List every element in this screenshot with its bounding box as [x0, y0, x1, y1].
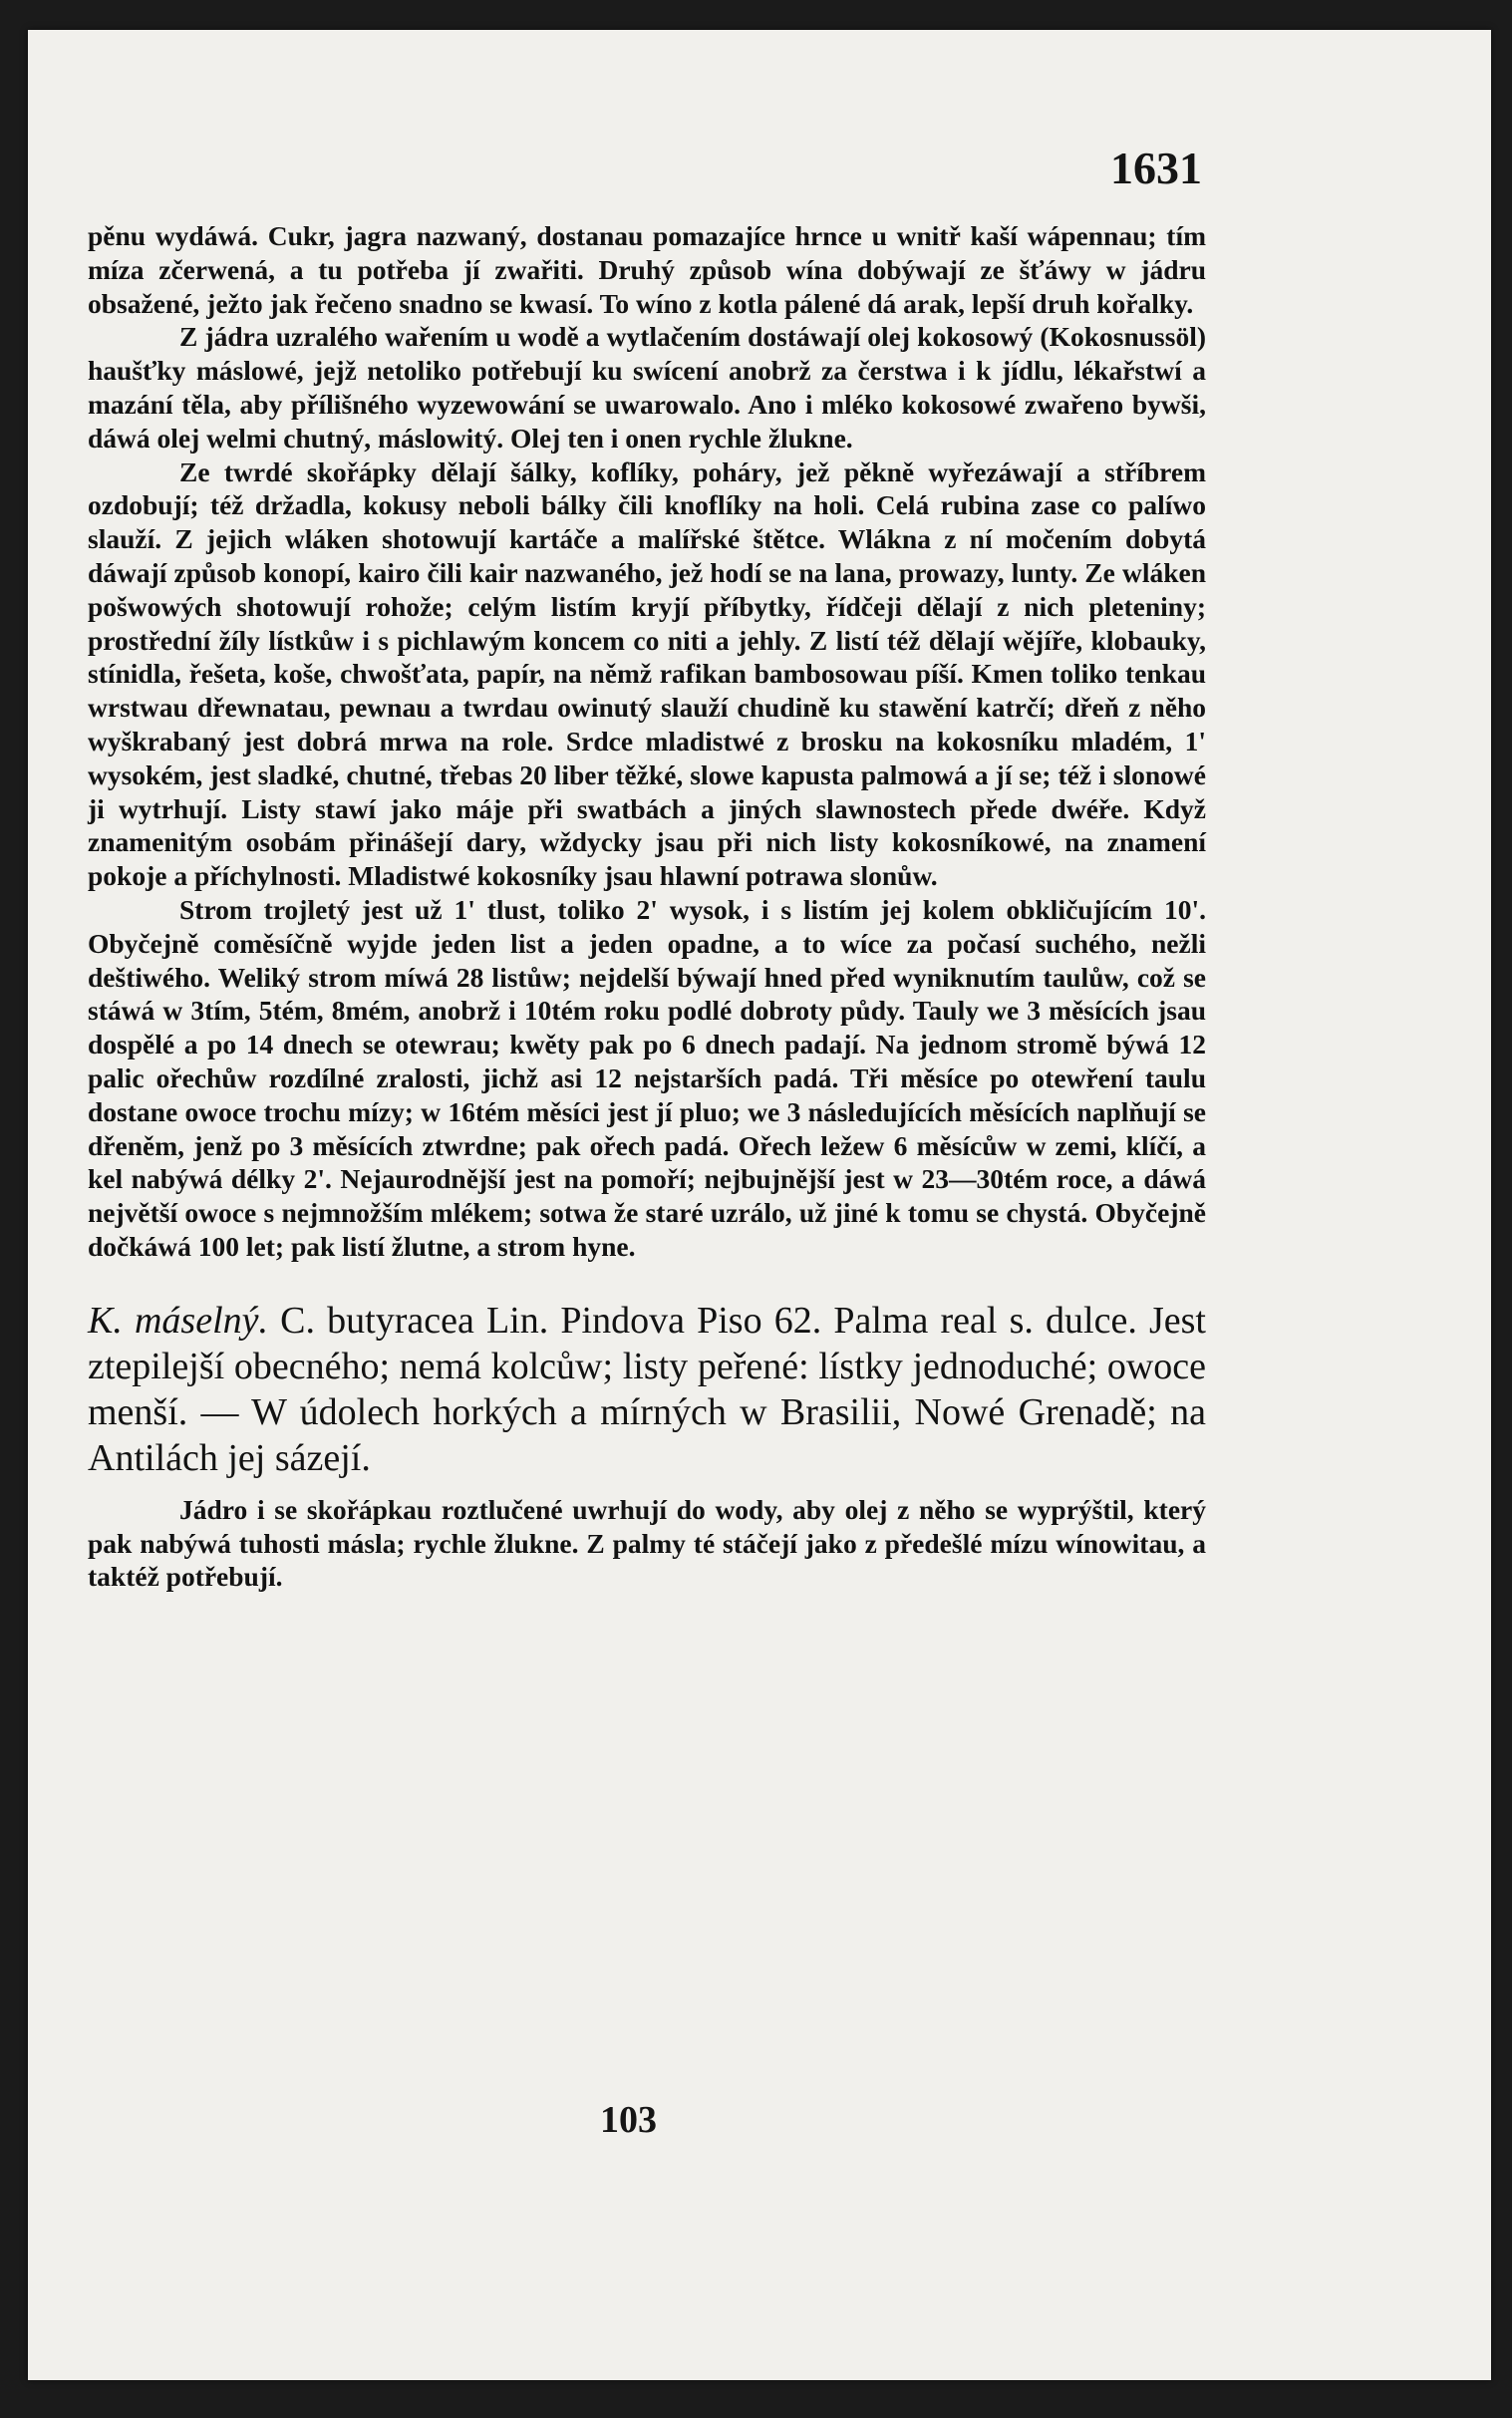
species-name: K. máselný. — [88, 1299, 269, 1342]
species-description: C. butyracea Lin. Pindova Piso 62. Palma real s. dulce. Jest ztepilejší obecného; nemá kolcůw; listy peřené: lístky jednoduché; owoce menší. — W údolech horkých a mírných w Brasilii, Nowé Grenadě; na Antilách jej sázejí. — [88, 1299, 1206, 1479]
scanned-page — [28, 30, 1491, 2380]
paragraph-shell-fibres: Ze twrdé skořápky dělají šálky, koflíky, poháry, jež pěkně wyřezáwají a stříbrem ozdobují; též držadla, kokusy neboli bálky čili knoflíky na holi. Celá rubina zase co palíwo slauží. Z jejich wláken shotowují kartáče a malířské štětce. Wlákna z ní močením dobytá dáwají způsob konopí, kairo čili kair nazwaného, jež hodí se na lana, prowazy, lunty. Ze wláken pošwowých shotowují rohože; celým listím kryjí příbytky, řídčeji dělají z nich pleteniny; prostřední žíly lístkůw i s pichlawým koncem co niti a jehly. Z listí též dělají wějíře, klobauky, stínidla, řešeta, koše, chwošťata, papír, na němž rafikan bambosowau píší. Kmen toliko tenkau wrstwau dřewnatau, pewnau a twrdau owinutý slauží chudině ku stawění katrčí; dřeň z něho wyškrabaný jest dobrá mrwa na role. Srdce mladistwé z brosku na kokosníku mladém, 1' wysokém, jest sladké, chutné, třebas 20 liber těžké, slowe kapusta palmowá a jí se; též i slonowé ji wytrhují. Listy stawí jako máje při swatbách a jiných slawnostech přede dwéře. Když znamenitým osobám přinášejí dary, wždycky jsau při nich listy kokosníkowé, na znamení pokoje a příchylnosti. Mladistwé kokosníky jsau hlawní potrawa slonůw. — [88, 455, 1206, 892]
page-number: 1631 — [1110, 143, 1202, 193]
body-text — [88, 219, 1206, 1594]
paragraph-coconut-oil: Z jádra uzralého wařením u wodě a wytlačením dostáwají olej kokosowý (Kokosnussöl) haušťky máslowé, jejž netoliko potřebují ku swícení anobrž za čerstwa i k jídlu, lékařstwí a mazání těla, aby přílišného wyzewowání se uwarowalo. Ano i mléko kokosowé zwařeno bywši, dáwá olej welmi chutný, máslowitý. Olej ten i onen rychle žlukne. — [88, 321, 1206, 453]
paragraph-sugar-wine: pěnu wydáwá. Cukr, jagra nazwaný, dostanau pomazajíce hrnce u wnitř kaší wápennau; tím mízа zčerwená, a tu potřeba jí zwařiti. Druhý způsob wína dobýwají ze šťáwy w jádru obsažené, ježto jak řečeno snadno se kwasí. To wíno z kotla pálené dá arak, lepší druh kořalky. — [88, 220, 1206, 319]
footer-signature-number: 103 — [600, 2099, 657, 2141]
paragraph-tree-growth: Strom trojletý jest už 1' tlust, toliko 2' wysok, i s listím jej kolem obkličujícím 10'. Obyčejně coměsíčně wyjde jeden list a jeden opadne, a to wíce za počasí suchého, nežli deštiwého. Weliký strom míwá 28 listůw; nejdelší býwají hned před wyniknutím taulůw, což se stáwá w 3tím, 5tém, 8mém, anobrž i 10tém roku podlé dobroty půdy. Tauly we 3 měsících jsau dospělé a po 14 dnech se otewrau; kwěty pak po 6 dnech padají. Na jednom stromě býwá 12 palic ořechůw rozdílné zralosti, jichž asi 12 nejstarších padá. Tři měsíce po otewření taulu dostane owoce trochu mízy; w 16tém měsíci jest jí pluo; we 3 následujících měsících naplňují se dřeněm, jenž po 3 měsících ztwrdne; pak ořech padá. Ořech ležew 6 měsícůw w zemi, klíčí, a kel nabýwá délky 2'. Nejaurodnější jest na pomoří; nejbujnější jest w 23—30tém roce, a dáwá největší owoce s nejmnožším mlékem; sotwa že staré uzrálo, už jiné k tomu se chystá. Obyčejně dočkáwá 100 let; pak listí žlutne, a strom hyne. — [88, 893, 1206, 1262]
species-entry — [88, 1298, 1206, 1481]
paragraph-closing: Jádro i se skořápkau roztlučené uwrhují do wody, aby olej z něho se wyprýštil, který pak nabýwá tuhosti másla; rychle žlukne. Z palmy té stáčejí jako z předešlé mízu wínowitau, a taktéž potřebují. — [88, 1493, 1206, 1593]
